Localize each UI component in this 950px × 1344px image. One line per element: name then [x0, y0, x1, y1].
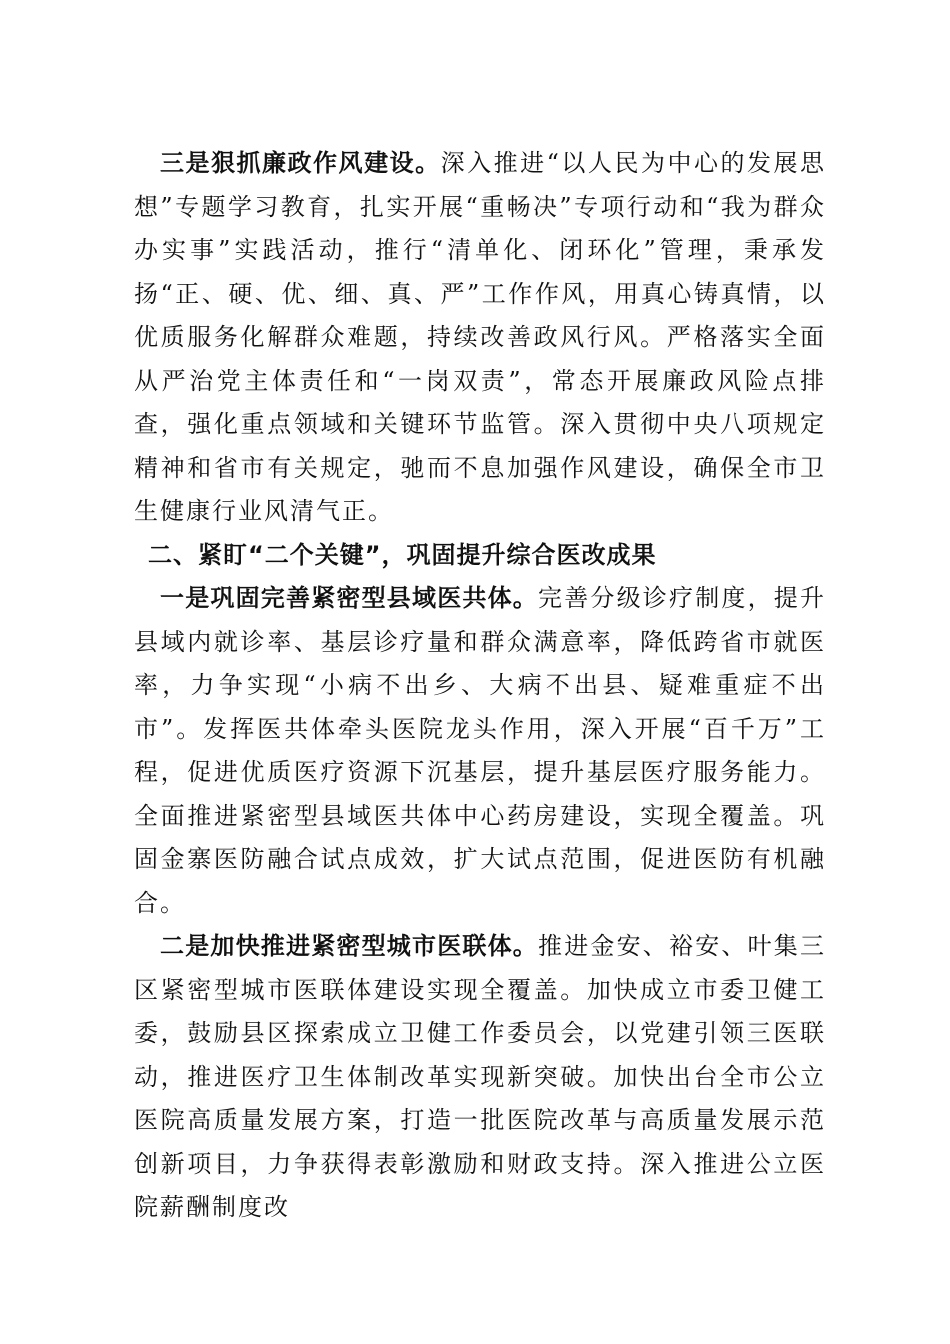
paragraph-county-medical-community — [134, 577, 826, 925]
paragraph-city-medical-alliance — [134, 925, 826, 1230]
paragraph-text: 深入推进“以人民为中心的发展思想”专题学习教育，扎实开展“重畅决”专项行动和“我为群众办实事”实践活动，推行“清单化、闭环化”管理，秉承发扬“正、硬、优、细、真、严”工作作风，用真心铸真情，以优质服务化解群众难题，持续改善政风行风。严格落实全面从严治党主体责任和“一岗双责”，常态开展廉政风险点排查，强化重点领域和关键环节监管。深入贯彻中央八项规定精神和省市有关规定，驰而不息加强作风建设，确保全市卫生健康行业风清气正。 — [134, 149, 827, 525]
paragraph-lead: 三是狠抓廉政作风建设。 — [160, 149, 441, 177]
section-heading: 二、紧盯“二个关键”，巩固提升综合医改成果 — [148, 540, 657, 569]
paragraph-integrity-style — [134, 142, 826, 534]
paragraph-text: 推进金安、裕安、叶集三区紧密型城市医联体建设实现全覆盖。加快成立市委卫健工委，鼓励县区探索成立卫健工作委员会，以党建引领三医联动，推进医疗卫生体制改革实现新突破。加快出台全市公立医院高质量发展方案，打造一批医院改革与高质量发展示范创新项目，力争获得表彰激励和财政支持。深入推进公立医院薪酬制度改 — [134, 932, 826, 1221]
document-body — [134, 142, 826, 1230]
paragraph-text: 完善分级诊疗制度，提升县域内就诊率、基层诊疗量和群众满意率，降低跨省市就医率，力争实现“小病不出乡、大病不出县、疑难重症不出市”。发挥医共体牵头医院龙头作用，深入开展“百千万”工程，促进优质医疗资源下沉基层，提升基层医疗服务能力。全面推进紧密型县域医共体中心药房建设，实现全覆盖。巩固金寨医防融合试点成效，扩大试点范围，促进医防有机融合。 — [134, 584, 826, 917]
paragraph-lead: 二是加快推进紧密型城市医联体。 — [160, 932, 538, 960]
paragraph-lead: 一是巩固完善紧密型县域医共体。 — [160, 584, 538, 612]
